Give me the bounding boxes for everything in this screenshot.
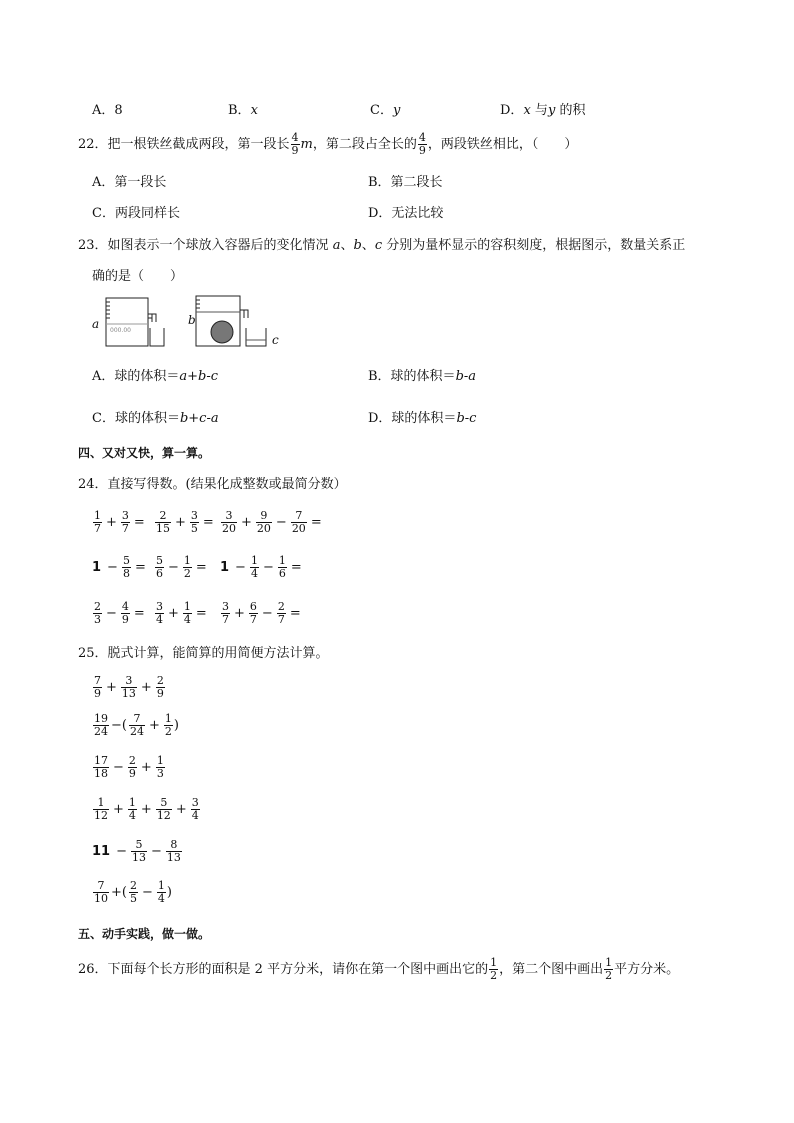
container-a xyxy=(106,298,156,346)
q24-r3-c1: $\frac{2}{3}$ − $\frac{4}{9}$ = xyxy=(94,600,145,626)
q26-fraction-2: $\frac{1}{2}$ xyxy=(605,956,613,982)
q23-option-a: A．球的体积＝a+b-c xyxy=(92,369,219,384)
q25-expr-4: $\frac{1}{12}$ + $\frac{1}{4}$ + $\frac{5}{12}$ + $\frac{3}{4}$ xyxy=(94,796,199,822)
label-c: c xyxy=(272,333,279,347)
q25-expr-5: 11 − $\frac{5}{13}$ − $\frac{8}{13}$ xyxy=(92,838,181,864)
q24-title: 24．直接写得数。(结果化成整数或最简分数） xyxy=(78,477,347,492)
q26-fraction-1: $\frac{1}{2}$ xyxy=(490,956,498,982)
q22-option-a: A．第一段长 xyxy=(92,175,167,190)
svg-text:000.00: 000.00 xyxy=(110,327,131,334)
q25-expr-3: $\frac{17}{18}$ − $\frac{2}{9}$ + $\frac{1}{3}$ xyxy=(94,754,164,780)
q22-option-c: C．两段同样长 xyxy=(92,206,180,221)
q21-option-b: B．x xyxy=(228,103,258,118)
q25-expr-1: $\frac{7}{9}$ + $\frac{3}{13}$ + $\frac{2}{9}$ xyxy=(94,674,164,700)
q23-option-b: B．球的体积＝b-a xyxy=(368,369,477,384)
q24-r3-c2: $\frac{3}{4}$ + $\frac{1}{4}$ = xyxy=(156,600,207,626)
q24-r2-c2: $\frac{5}{6}$ − $\frac{1}{2}$ = xyxy=(156,554,207,580)
cup-c xyxy=(246,328,266,346)
q23-figure xyxy=(88,290,288,352)
q23-option-d: D．球的体积＝b-c xyxy=(368,411,477,426)
q22-fraction-1: $\frac{4}{9}$ xyxy=(291,131,299,157)
section-5-heading: 五、动手实践，做一做。 xyxy=(78,927,211,941)
label-b: b xyxy=(188,313,196,327)
q24-r2-c1: 1 − $\frac{5}{8}$ = xyxy=(92,554,146,580)
q21-option-d: D．x 与y 的积 xyxy=(500,103,586,118)
q22-option-d: D．无法比较 xyxy=(368,206,444,221)
q24-r1-c3: $\frac{3}{20}$ + $\frac{9}{20}$ − $\frac{7}{20}$ = xyxy=(222,509,322,535)
q22-option-b: B．第二段长 xyxy=(368,175,443,190)
q22-fraction-2: $\frac{4}{9}$ xyxy=(418,131,426,157)
cup-empty xyxy=(150,328,164,346)
ball xyxy=(211,321,233,343)
q21-option-c: C．y xyxy=(370,103,401,118)
q23-question-line2: 确的是（ ） xyxy=(92,269,184,284)
q24-r1-c1: $\frac{1}{7}$ + $\frac{3}{7}$ = xyxy=(94,509,145,535)
label-a: a xyxy=(92,317,100,331)
q25-title: 25．脱式计算，能简算的用简便方法计算。 xyxy=(78,646,329,661)
q23-option-c: C．球的体积＝b+c-a xyxy=(92,411,219,426)
q25-expr-6: $\frac{7}{10}$ +( $\frac{2}{5}$ − $\frac{1}{4}$ ) xyxy=(94,879,172,905)
section-4-heading: 四、又对又快，算一算。 xyxy=(78,446,211,460)
q21-option-a: A．8 xyxy=(92,103,123,118)
q22-question: 22．把一根铁丝截成两段，第一段长 $\frac{4}{9}$ m，第二段占全长的 $\frac{4}{9}$ ，两段铁丝相比，（ ） xyxy=(78,131,578,157)
q23-question-line1: 23．如图表示一个球放入容器后的变化情况 a、b、c 分别为量杯显示的容积刻度，根据图示，数量关系正 xyxy=(78,238,686,253)
q24-r1-c2: $\frac{2}{15}$ + $\frac{3}{5}$ = xyxy=(156,509,214,535)
q26-question: 26．下面每个长方形的面积是 2 平方分米，请你在第一个图中画出它的 $\frac{1}{2}$ ，第二个图中画出 $\frac{1}{2}$ 平方分米。 xyxy=(78,956,680,982)
q24-r3-c3: $\frac{3}{7}$ + $\frac{6}{7}$ − $\frac{2}{7}$ = xyxy=(222,600,301,626)
q24-r2-c3: 1 − $\frac{1}{4}$ − $\frac{1}{6}$ = xyxy=(220,554,302,580)
q25-expr-2: $\frac{19}{24}$ −( $\frac{7}{24}$ + $\frac{1}{2}$ ) xyxy=(94,712,179,738)
